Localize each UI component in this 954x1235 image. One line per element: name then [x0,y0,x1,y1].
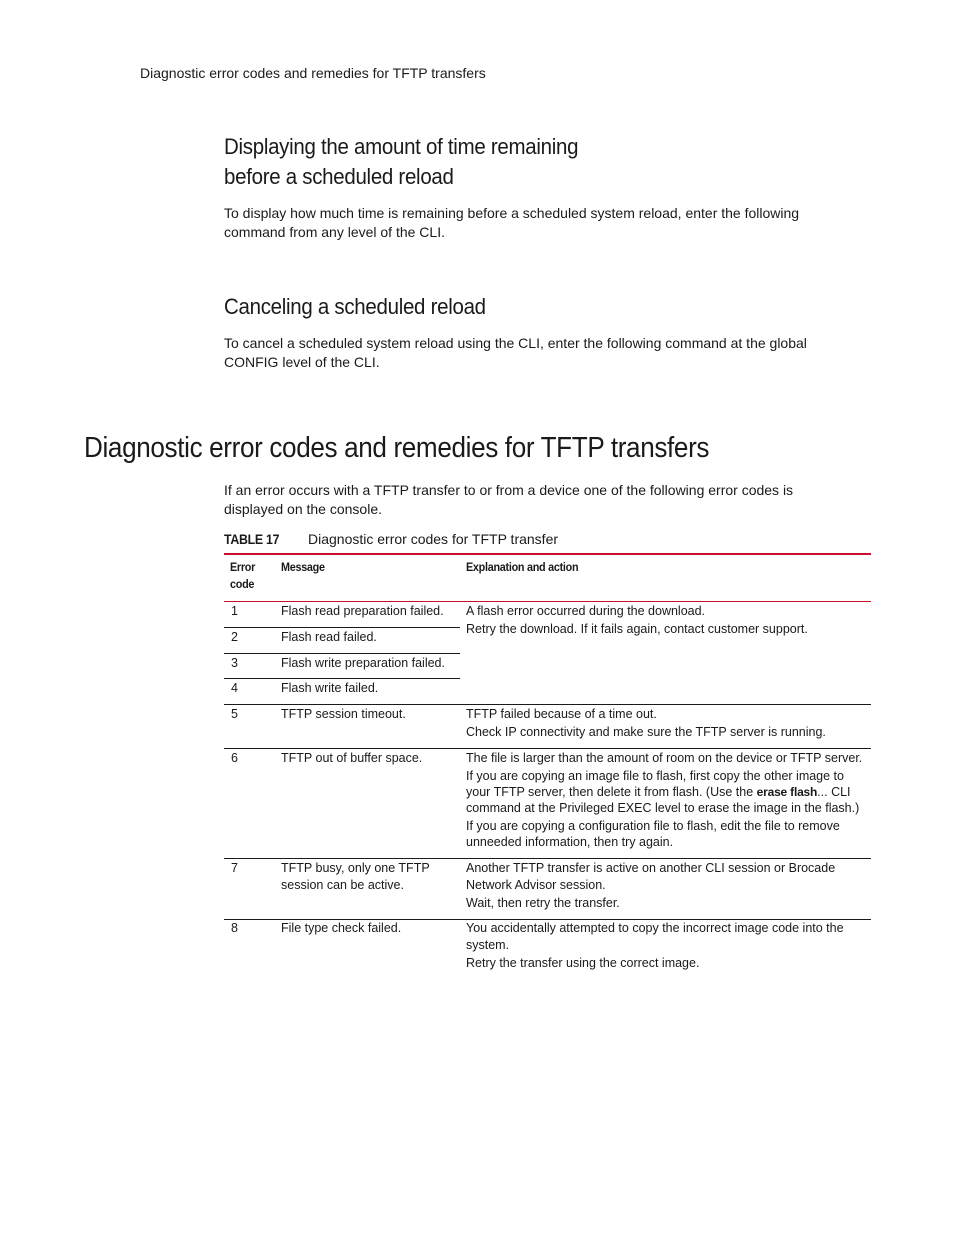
row-5-message: TFTP session timeout. [281,707,406,721]
table-header-row [224,555,871,602]
row-1-code: 1 [231,604,238,618]
erase-flash-command: erase flash [756,785,818,799]
header-error-code: Error code [230,560,256,591]
table-title: Diagnostic error codes for TFTP transfer [308,531,559,547]
row-3-message: Flash write preparation failed. [281,656,445,670]
section-title-cancel-reload: Canceling a scheduled reload [224,294,486,319]
row-divider [224,627,460,628]
row-divider [224,704,871,705]
row-7-message: TFTP busy, only one TFTP session can be active. [281,861,430,892]
explanation-flash: A flash error occurred during the download. Retry the download. If it fails again, contact customer support. [466,604,808,636]
table-label: TABLE 17 [224,531,280,547]
row-8-code: 8 [231,921,238,935]
chapter-intro: If an error occurs with a TFTP transfer to or from a device one of the following error codes is displayed on the console. [224,482,794,517]
header-message: Message [281,560,325,574]
header-explanation: Explanation and action [466,560,579,574]
row-3-code: 3 [231,656,238,670]
row-4-code: 4 [231,681,238,695]
section-title-time-remaining: Displaying the amount of time remaining before a scheduled reload [224,134,579,189]
running-header: Diagnostic error codes and remedies for TFTP transfers [140,65,486,81]
section-body-cancel-reload: To cancel a scheduled system reload using the CLI, enter the following command at the global CONFIG level of the CLI. [224,335,807,370]
row-1-message: Flash read preparation failed. [281,604,444,618]
row-2-code: 2 [231,630,238,644]
row-divider [224,858,871,859]
row-divider [224,678,460,679]
row-7-code: 7 [231,861,238,875]
section-body-time-remaining: To display how much time is remaining before a scheduled system reload, enter the following command from any level of the CLI. [224,205,800,240]
row-6-code: 6 [231,751,238,765]
explanation-buffer: The file is larger than the amount of room on the device or TFTP server. If you are copying an image file to flash, first copy the other image to your TFTP server, then delete it from flash. (Use the erase flash... CLI command at the Privileged EXEC level to erase the image in the flash.) If you are copying a configuration file to flash, edit the file to remove unneeded information, then try again. [466,751,863,849]
explanation-timeout: TFTP failed because of a time out. Check IP connectivity and make sure the TFTP server is running. [466,707,826,739]
chapter-title: Diagnostic error codes and remedies for TFTP transfers [84,432,710,464]
row-4-message: Flash write failed. [281,681,379,695]
row-8-message: File type check failed. [281,921,402,935]
explanation-busy: Another TFTP transfer is active on another CLI session or Brocade Network Advisor session. Wait, then retry the transfer. [466,861,836,910]
row-divider [224,653,460,654]
row-divider [224,748,871,749]
error-code-table [224,553,871,970]
row-6-message: TFTP out of buffer space. [281,751,423,765]
explanation-file-type: You accidentally attempted to copy the incorrect image code into the system. Retry the transfer using the correct image. [466,921,844,970]
table-caption [224,531,559,547]
row-5-code: 5 [231,707,238,721]
row-2-message: Flash read failed. [281,630,377,644]
